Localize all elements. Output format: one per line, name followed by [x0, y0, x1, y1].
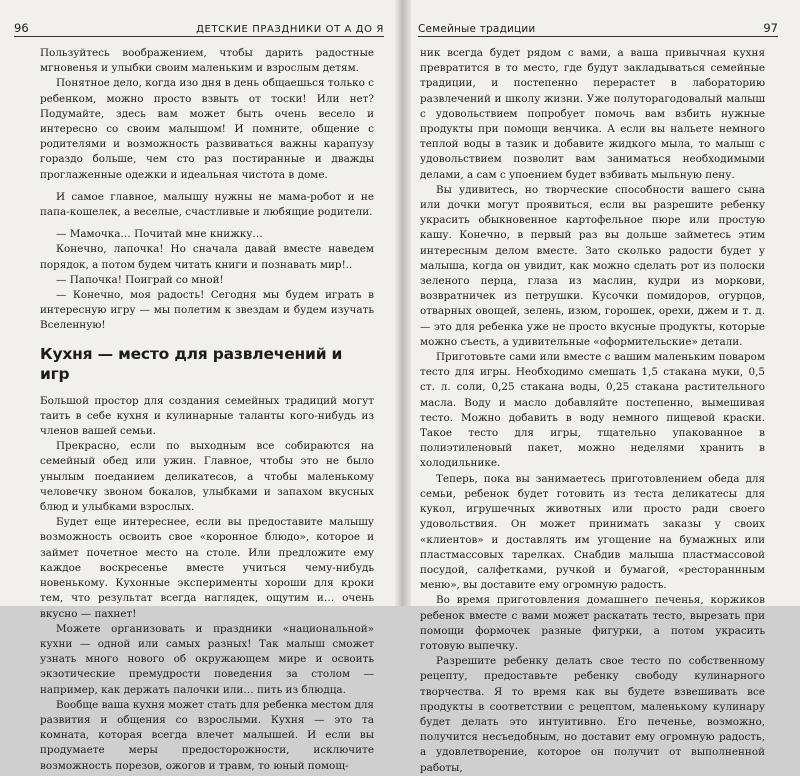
paragraph: Большой простор для создания семейных традиций могут таить в себе кухня и кулинарные таланты кого-нибудь из членов вашей семьи.	[40, 394, 374, 438]
right-page	[410, 0, 800, 774]
dialogue-line: — Мамочка… Почитай мне книжку…	[56, 228, 263, 241]
paragraph: Вы удивитесь, но творческие способности вашего сына или дочки могут проявиться, если вы разрешите ребенку украсить обыкновенное картофельное пюре или простую кашу. Конечно, в первый раз вы дольше займетесь этим интересным делом вместе. Зато сколько радости будет у малыша, когда он увидит, как можно сделать рот из полоски зеленого перца, глаза из маслин, кудри из моркови, возвратничек из петрушки. Кусочки помидоров, огурцов, отварных овощей, зелень, изюм, горошек, орехи, джем и т. д. — это для ребенка уже не просто вкусные продукты, которые можно съесть, а удивительные «оформительские» детали.	[420, 183, 765, 348]
dialogue-line: — Конечно, моя радость! Сегодня мы будем играть в интересную игру — мы полетим к звездам и будем изучать Вселенную!	[40, 289, 374, 332]
section-heading: Кухня — место для развлечений и игр	[40, 344, 343, 383]
left-header-rule	[14, 36, 384, 37]
left-running-header	[14, 19, 384, 35]
paragraph: И самое главное, малышу нужны не мама-робот и не папа-кошелек, а веселые, счастливые и любящие родители.	[40, 190, 374, 219]
right-running-header	[418, 19, 778, 35]
left-running-title: ДЕТСКИЕ ПРАЗДНИКИ ОТ А ДО Я	[196, 24, 384, 35]
paragraph: Разрешите ребенку делать свое тесто по собственному рецепту, предоставьте ребенку свободу кулинарного творчества. Я то время как вы будете взвешивать все продукты в соответствии с рецептом, маленькому кулинару будет делать это интуитивно. Его печенье, возможно, получится несъедобным, но доставит ему огромную радость, а удовлетворение, которое он получит от выполненной работы,	[420, 655, 765, 774]
right-running-title: Семейные традиции	[418, 23, 536, 35]
dialogue-line: — Папочка! Поиграй со мной!	[56, 273, 224, 286]
paragraph: Приготовьте сами или вместе с вашим маленьким поваром тесто для игры. Необходимо смешать 1,5 стакана муки, 0,5 ст. л. соли, 0,25 стакана воды, 0,25 стакана растительного масла. Воду и масло добавляйте постепенно, вымешивая тесто. Можно добавить в воду немного пищевой краски. Такое тесто для игры, тщательно упакованное в полиэтиленовый пакет, можно неделями хранить в холодильнике.	[420, 351, 765, 470]
paragraph: Теперь, пока вы занимаетесь приготовлением обеда для семьи, ребенок будет готовить из теста деликатесы для кукол, игрушечных животных или просто ради своего удовольствия. Он может принимать заказы у своих «клиентов» и доставлять им угощение на бумажных или пластмассовых тарелках. Снабдив малыша пластмассовой посудой, салфетками, ручкой и бумагой, «рестораннным меню», вы доставите ему огромную радость.	[420, 472, 765, 592]
paragraph: Прекрасно, если по выходным все собираются на семейный обед или ужин. Главное, чтобы это не было унылым поеданием деликатесов, а чтобы маленькому человечку звоном бокалов, улыбками и запахом вкусных блюд и улыбками взрослых.	[40, 440, 374, 514]
paragraph: Во время приготовления домашнего печенья, коржиков ребенок вместе с вами может раскатать тесто, вырезать при помощи формочек разные фигурки, а потом украсить готовую выпечку.	[420, 594, 765, 652]
right-page-body	[420, 46, 765, 776]
left-page-number: 96	[14, 21, 29, 35]
dialogue-line: Конечно, лапочка! Но сначала давай вместе наведем порядок, а потом будем читать книги и познавать мир!..	[40, 243, 374, 271]
book-gutter	[395, 0, 411, 606]
paragraph: Вообще ваша кухня может стать для ребенка местом для развития и общения со взрослыми. Кухня — это та комната, которая всегда влечет малышей. И если вы продумаете меры предосторожности, исключите возможность порезов, ожогов и травм, то юный помощ-	[40, 698, 374, 772]
paragraph: ник всегда будет рядом с вами, а ваша привычная кухня превратится в то место, где будут закладываться семейные традиции, и постепенно перерастет в лабораторию развлечений и школу жизни. Уже полуторагодовалый малыш с удовольствием попробует помочь вам взбить нужные продукты при помощи венчика. А если вы нальете немного теплой воды в тазик и добавите жидкого мыла, то малыш с удовольствием позволит вам заниматься необходимыми делами, а сам с упоением будет взбивать мыльную пену.	[420, 47, 765, 181]
left-page-body	[40, 46, 374, 774]
right-header-rule	[418, 36, 778, 37]
paragraph: Можете организовать и праздники «национальной» кухни — одной или самых разных! Так малыш сможет узнать много нового об окружающем мире и освоить экзотические премудрости поведения за столом — например, как держать палочки или… пить из блюдца.	[40, 622, 374, 696]
paragraph: Понятное дело, когда изо дня в день общаешься только с ребенком, можно просто взвыть от тоски! Или нет? Подумайте, здесь вам может быть очень весело и интересно со своим малышом! И помните, общение с родителями и возможность развиваться важны карапузу гораздо больше, чем сто раз постиранные и дважды проглаженные одежки и идеальная чистота в доме.	[40, 77, 374, 181]
right-page-number: 97	[763, 21, 778, 35]
paragraph: Пользуйтесь воображением, чтобы дарить радостные мгновенья и улыбки своим маленьким и взрослым детям.	[40, 47, 374, 75]
paragraph: Будет еще интереснее, если вы предоставите малышу возможность освоить свое «коронное блюдо», которое и займет почетное место на столе. Или предложите ему каждое воскресенье вместе учиться чему-нибудь новенькому. Кухонные эксперименты хороши для кроки тем, что результат всегда наглядек, ощутим и… очень вкусно — пахнет!	[40, 516, 374, 620]
left-page	[0, 0, 396, 772]
